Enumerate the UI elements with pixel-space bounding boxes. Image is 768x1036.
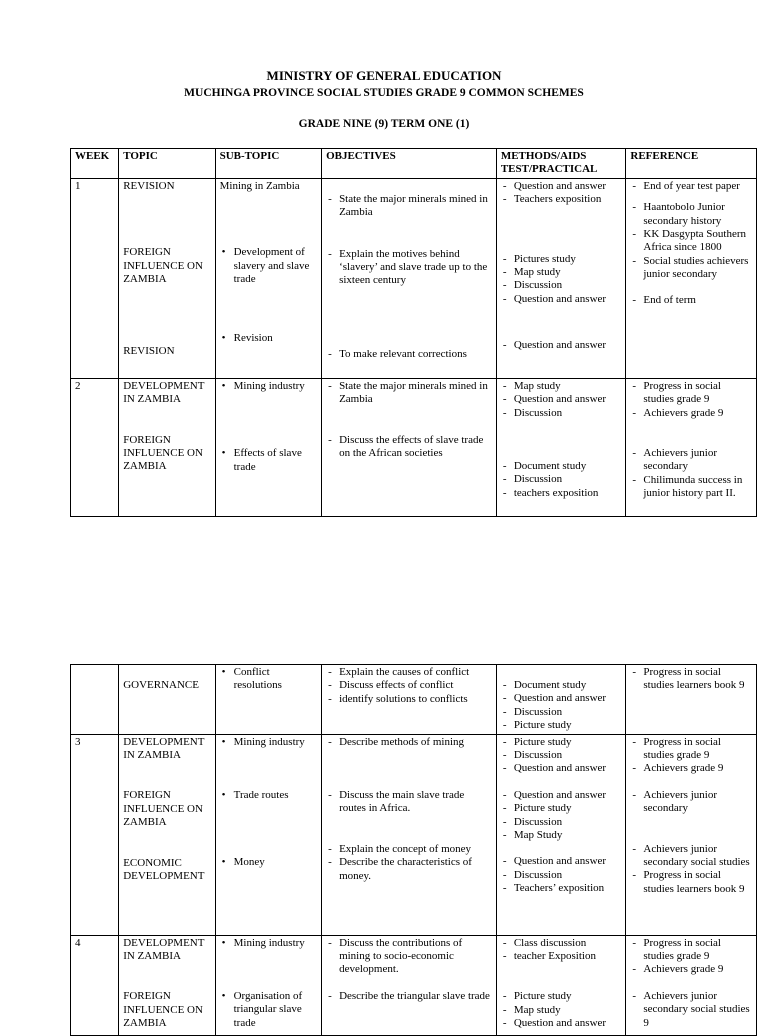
scheme-table-page-1 [70, 148, 757, 517]
subtopic-item: • Organisation of triangular slave trade [220, 990, 317, 1030]
method-item: - Picture study [501, 719, 622, 732]
header-topic: TOPIC [119, 149, 215, 179]
method-item: - Pictures study [501, 253, 622, 266]
reference-item: - Progress in social studies grade 9 [630, 736, 752, 763]
methods-cell [496, 178, 626, 378]
topic-text: ECONOMIC DEVELOPMENT [123, 856, 205, 883]
method-item: - Discussion [501, 749, 622, 762]
ministry-title: MINISTRY OF GENERAL EDUCATION [266, 68, 502, 83]
topic-text: DEVELOPMENT IN ZAMBIA [123, 936, 205, 963]
subtopic-item: • Development of slavery and slave trade [220, 246, 317, 286]
objectives-cell [322, 935, 497, 1035]
method-item: - Discussion [501, 407, 622, 420]
objective-item: - Discuss the contributions of mining to socio-economic development. [326, 937, 492, 977]
table-row [71, 378, 757, 516]
reference-item: - Achievers grade 9 [630, 762, 752, 775]
objective-item: - identify solutions to conflicts [326, 693, 492, 706]
method-item: - Discussion [501, 816, 622, 829]
reference-cell [626, 734, 757, 935]
method-item: - Document study [501, 460, 622, 473]
subtopic-item: • Effects of slave trade [220, 447, 317, 474]
objective-item: - State the major minerals mined in Zambia [326, 193, 492, 220]
table-row [71, 935, 757, 1035]
week-cell: 1 [71, 178, 119, 378]
method-item: - Question and answer [501, 293, 622, 306]
method-item: - Question and answer [501, 762, 622, 775]
reference-item: - Haantobolo Junior secondary history [630, 201, 752, 228]
method-item: - Teachers exposition [501, 193, 622, 206]
objectives-cell [322, 665, 497, 735]
method-item: - Picture study [501, 990, 622, 1003]
method-item: - Map study [501, 1004, 622, 1017]
week-cell: 4 [71, 935, 119, 1035]
objective-item: - Discuss the effects of slave trade on the African societies [326, 434, 492, 461]
method-item: - Discussion [501, 706, 622, 719]
method-item: - teachers exposition [501, 487, 622, 500]
reference-cell [626, 935, 757, 1035]
topic-text: REVISION [123, 179, 175, 192]
subtopic-item: • Revision [220, 332, 317, 345]
header-methods: METHODS/AIDS TEST/PRACTICAL [496, 149, 626, 179]
subtopic-cell [215, 178, 321, 378]
method-item: - Question and answer [501, 855, 622, 868]
week-cell: 2 [71, 378, 119, 516]
scheme-table-page-2 [70, 664, 757, 1036]
objective-item: - Describe the triangular slave trade [326, 990, 492, 1003]
topic-text: GOVERNANCE [123, 679, 199, 691]
reference-item: - Achievers junior secondary [630, 447, 752, 474]
method-item: - Discussion [501, 869, 622, 882]
method-item: - Question and answer [501, 180, 622, 193]
method-item: - teacher Exposition [501, 950, 622, 963]
methods-cell [496, 378, 626, 516]
objective-item: - Explain the concept of money [326, 843, 492, 856]
method-item: - Question and answer [501, 1017, 622, 1030]
method-item: - Question and answer [501, 692, 622, 705]
method-item: - Question and answer [501, 339, 622, 352]
table-row [71, 734, 757, 935]
reference-item: - Progress in social studies grade 9 [630, 937, 752, 964]
reference-cell [626, 178, 757, 378]
subtopic-item: • Mining industry [220, 937, 317, 950]
week-cell [71, 665, 119, 735]
objective-item: - Describe the characteristics of money. [326, 856, 492, 883]
objective-item: - To make relevant corrections [326, 348, 492, 361]
methods-cell [496, 665, 626, 735]
subtopic-item: • Trade routes [220, 789, 317, 802]
week-cell: 3 [71, 734, 119, 935]
table-header-row [71, 149, 757, 179]
method-item: - Class discussion [501, 937, 622, 950]
subtopic-cell [215, 935, 321, 1035]
method-item: - Discussion [501, 473, 622, 486]
objective-item: - Explain the causes of conflict [326, 666, 492, 679]
topic-cell [119, 378, 215, 516]
topic-cell [119, 734, 215, 935]
reference-item: - End of year test paper [630, 180, 752, 193]
topic-text: REVISION [123, 345, 175, 358]
topic-text: FOREIGN INFLUENCE ON ZAMBIA [123, 433, 203, 473]
method-item: - Document study [501, 679, 622, 692]
subtopic-item: • Conflict resolutions [220, 666, 317, 693]
reference-item: - Achievers junior secondary [630, 789, 752, 816]
header-subtopic: SUB-TOPIC [215, 149, 321, 179]
reference-cell [626, 378, 757, 516]
objectives-cell [322, 734, 497, 935]
subtopic-cell [215, 734, 321, 935]
objective-item: - Discuss the main slave trade routes in Africa. [326, 789, 492, 816]
subtopic-item: • Money [220, 856, 317, 869]
table-row [71, 665, 757, 735]
subtopic-text: Mining in Zambia [219, 179, 300, 192]
subtopic-item: • Mining industry [220, 736, 317, 749]
topic-text: FOREIGN INFLUENCE ON ZAMBIA [123, 789, 203, 829]
objectives-cell [322, 178, 497, 378]
reference-item: - KK Dasgypta Southern Africa since 1800 [630, 228, 752, 255]
topic-text: FOREIGN INFLUENCE ON ZAMBIA [123, 990, 203, 1030]
table-row [71, 178, 757, 378]
header-objectives: OBJECTIVES [322, 149, 497, 179]
topic-text: FOREIGN INFLUENCE ON ZAMBIA [123, 246, 203, 286]
term-heading: GRADE NINE (9) TERM ONE (1) [298, 118, 470, 130]
method-item: - Map study [501, 380, 622, 393]
topic-cell [119, 178, 215, 378]
objective-item: - Explain the motives behind ‘slavery’ and slave trade up to the sixteen century [326, 248, 492, 288]
header-reference: REFERENCE [626, 149, 757, 179]
objective-item: - Describe methods of mining [326, 736, 492, 749]
objective-item: - Discuss effects of conflict [326, 679, 492, 692]
method-item: - Question and answer [501, 789, 622, 802]
subtopic-item: • Mining industry [220, 380, 317, 393]
reference-item: - Progress in social studies learners book 9 [630, 869, 752, 896]
method-item: - Question and answer [501, 393, 622, 406]
topic-cell [119, 935, 215, 1035]
objectives-cell [322, 378, 497, 516]
methods-cell [496, 734, 626, 935]
method-item: - Discussion [501, 279, 622, 292]
method-item: - Map study [501, 266, 622, 279]
header-week: WEEK [71, 149, 119, 179]
topic-text: DEVELOPMENT IN ZAMBIA [123, 735, 205, 762]
reference-item: - Achievers grade 9 [630, 963, 752, 976]
topic-cell [119, 665, 215, 735]
method-item: - Picture study [501, 802, 622, 815]
method-item: - Teachers’ exposition [501, 882, 622, 895]
reference-item: - Achievers junior secondary social studies [630, 843, 752, 870]
reference-cell [626, 665, 757, 735]
objective-item: - State the major minerals mined in Zambia [326, 380, 492, 407]
topic-text: DEVELOPMENT IN ZAMBIA [123, 379, 205, 406]
methods-cell [496, 935, 626, 1035]
method-item: - Map Study [501, 829, 622, 842]
reference-item: - End of term [630, 294, 752, 307]
reference-item: - Progress in social studies grade 9 [630, 380, 752, 407]
reference-item: - Achievers junior secondary social studies 9 [630, 990, 752, 1030]
subtopic-cell [215, 378, 321, 516]
subtopic-cell [215, 665, 321, 735]
reference-item: - Chilimunda success in junior history part II. [630, 474, 752, 501]
reference-item: - Social studies achievers junior secondary [630, 255, 752, 282]
scheme-subtitle: MUCHINGA PROVINCE SOCIAL STUDIES GRADE 9 COMMON SCHEMES [184, 87, 584, 99]
method-item: - Picture study [501, 736, 622, 749]
reference-item: - Achievers grade 9 [630, 407, 752, 420]
reference-item: - Progress in social studies learners book 9 [630, 666, 752, 693]
